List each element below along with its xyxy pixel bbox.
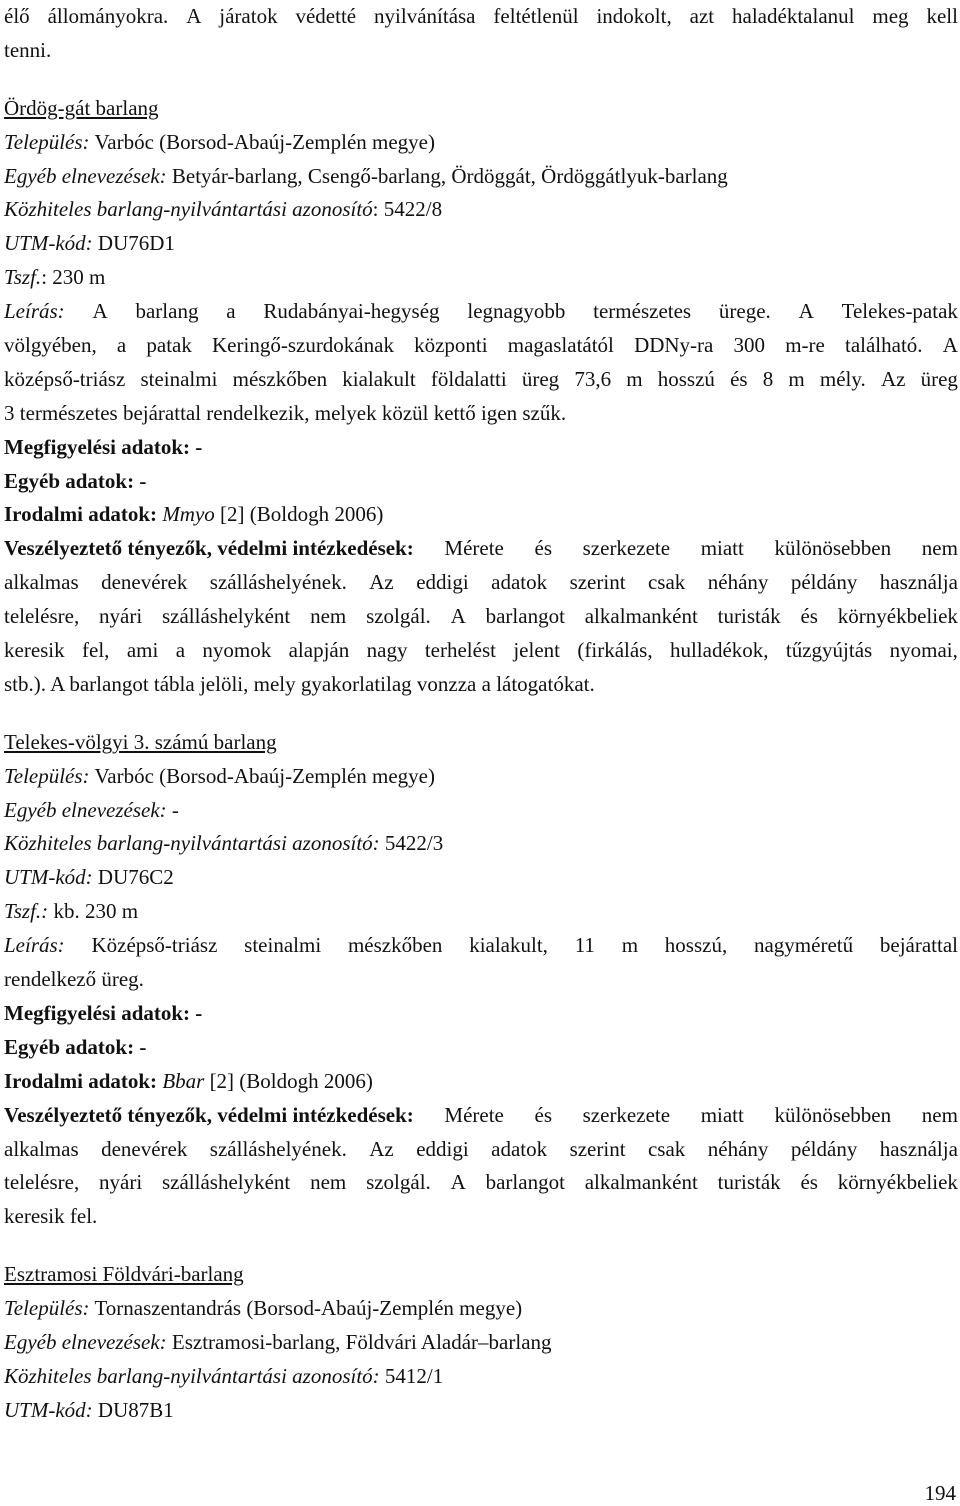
field-label: Tszf. <box>4 265 42 290</box>
paragraph-text: rendelkező üreg. <box>4 967 144 992</box>
field-value: Varbóc (Borsod-Abaúj-Zemplén megye) <box>94 129 435 154</box>
veszely-row <box>4 1099 958 1133</box>
document-page <box>4 0 958 1428</box>
paragraph-line <box>4 363 958 397</box>
word: hulladékok, <box>669 638 769 663</box>
field-value: 5412/1 <box>384 1363 444 1388</box>
word: nem <box>310 604 347 629</box>
word: nagyméretű <box>753 933 854 958</box>
word: nagy <box>366 638 408 663</box>
word: környékbeliek <box>837 604 958 629</box>
intro-line <box>4 34 958 68</box>
paragraph-line <box>4 397 958 431</box>
azonosito-row <box>4 193 958 227</box>
field-label: Egyéb elnevezések: <box>4 163 167 188</box>
word: ürege. <box>718 299 771 324</box>
word: fel, <box>82 638 110 663</box>
word: steinalmi <box>244 933 322 958</box>
egyeb-elnevezesek-row <box>4 1326 958 1360</box>
word: telelésre, <box>4 604 80 629</box>
word: állományokra. <box>47 4 169 28</box>
field-label: Irodalmi adatok: <box>4 1068 158 1093</box>
word: indokolt, <box>596 4 672 28</box>
field-label: Egyéb elnevezések: - <box>4 797 179 822</box>
paragraph-line <box>4 668 958 702</box>
word: néhány <box>707 1136 769 1161</box>
paragraph-line <box>4 600 958 634</box>
word: mészkőben <box>347 933 443 958</box>
word: hosszú <box>657 366 715 391</box>
paragraph-line <box>4 1133 958 1167</box>
word: szerint <box>569 570 626 595</box>
megfigyelesi-row <box>4 997 958 1031</box>
paragraph-line <box>4 963 958 997</box>
tszf-row <box>4 261 958 295</box>
word: DDNy-ra <box>634 333 714 358</box>
word: Keringő-szurdokának <box>212 333 394 358</box>
word: m <box>621 933 639 958</box>
word: 8 <box>762 366 774 391</box>
word: nem <box>310 1170 347 1195</box>
word: a <box>175 638 186 663</box>
paragraph-text: stb.). A barlangot tábla jelöli, mely gyakorlatilag vonzza a látogatókat. <box>4 671 595 696</box>
word: bejárattal <box>879 933 958 958</box>
word: barlangot <box>485 604 565 629</box>
word: telelésre, <box>4 1170 80 1195</box>
word: kialakult <box>342 366 416 391</box>
field-value: Varbóc (Borsod-Abaúj-Zemplén megye) <box>94 763 435 788</box>
word: a <box>116 333 127 358</box>
tszf-row <box>4 895 958 929</box>
word: A <box>450 1170 466 1195</box>
word: alkalmanként <box>584 604 698 629</box>
word: nyomai, <box>889 638 958 663</box>
word: hosszú, <box>664 933 728 958</box>
word: példány <box>790 570 858 595</box>
word: példány <box>790 1136 858 1161</box>
word: alkalmas <box>4 1136 79 1161</box>
word: található. <box>845 333 923 358</box>
word: Az <box>369 1136 394 1161</box>
paragraph-line <box>4 329 958 363</box>
irodalmi-row <box>4 1065 958 1099</box>
field-label: Irodalmi adatok: <box>4 502 158 527</box>
word: szerint <box>569 1136 626 1161</box>
telepules-row <box>4 1292 958 1326</box>
megfigyelesi-row <box>4 431 958 465</box>
word: azt <box>689 4 715 28</box>
utm-row <box>4 227 958 261</box>
word: járatok <box>219 4 278 28</box>
word: A <box>942 333 958 358</box>
page-number: 194 <box>924 1481 956 1505</box>
word: nem <box>921 536 958 561</box>
word: barlangot <box>485 1170 565 1195</box>
utm-row <box>4 861 958 895</box>
word: 11 <box>574 933 595 958</box>
leiras-row <box>4 929 958 963</box>
word: tűzgyújtás <box>785 638 873 663</box>
word: földalatti <box>430 366 507 391</box>
word: barlang <box>135 299 199 324</box>
azonosito-row <box>4 1360 958 1394</box>
cave-title: Esztramosi Földvári-barlang <box>4 1262 244 1287</box>
word: csak <box>647 1136 686 1161</box>
paragraph-text: 3 természetes bejárattal rendelkezik, melyek közül kettő igen szűk. <box>4 400 567 425</box>
veszely-row <box>4 532 958 566</box>
word: középső-triász <box>4 366 126 391</box>
reference-code: Mmyo <box>162 502 215 527</box>
word: védetté <box>295 4 357 28</box>
word: különösebben <box>774 536 892 561</box>
word: denevérek <box>101 570 188 595</box>
field-label: Település: <box>4 1296 90 1321</box>
paragraph-line <box>4 1200 958 1234</box>
word: magaslatától <box>507 333 614 358</box>
word: m-re <box>785 333 825 358</box>
paragraph-line <box>4 1166 958 1200</box>
word: Mérete <box>444 536 504 561</box>
word: használja <box>879 1136 958 1161</box>
word: kialakult, <box>469 933 548 958</box>
word: A <box>450 604 466 629</box>
field-label: Egyéb elnevezések: <box>4 1329 167 1354</box>
word: természetes <box>593 299 692 324</box>
word: szálláshelyként <box>161 1170 291 1195</box>
word: néhány <box>707 570 769 595</box>
field-label: Közhiteles barlang-nyilvántartási azonosító <box>4 197 373 222</box>
field-label: Veszélyeztető tényezők, védelmi intézkedések: <box>4 1102 414 1127</box>
word: ami <box>126 638 159 663</box>
word: szolgál. <box>366 604 431 629</box>
word: Az <box>369 570 394 595</box>
word: A <box>798 299 814 324</box>
word: szolgál. <box>366 1170 431 1195</box>
field-label: Település: <box>4 763 90 788</box>
word: és <box>730 366 748 391</box>
word: különösebben <box>774 1102 892 1127</box>
word: élő <box>4 4 30 28</box>
word: alkalmanként <box>584 1170 698 1195</box>
word: mészkőben <box>232 366 328 391</box>
word: szálláshelyének. <box>209 1136 347 1161</box>
word: Középső-triász <box>91 933 218 958</box>
field-label: Leírás: <box>4 933 65 958</box>
word: miatt <box>700 536 744 561</box>
word: jelent <box>513 638 560 663</box>
word: és <box>800 1170 818 1195</box>
cave-title: Telekes-völgyi 3. számú barlang <box>4 729 277 754</box>
word: szálláshelyének. <box>209 570 347 595</box>
word: legnagyobb <box>467 299 566 324</box>
word: m <box>626 366 643 391</box>
word: alkalmas <box>4 570 79 595</box>
field-value: kb. 230 m <box>53 899 139 924</box>
word: nyári <box>99 604 143 629</box>
egyeb-elnevezesek-row <box>4 160 958 194</box>
word: szerkezete <box>582 1102 671 1127</box>
word: használja <box>879 570 958 595</box>
paragraph-line <box>4 634 958 668</box>
word: Az <box>880 366 906 391</box>
intro-text: tenni. <box>4 37 52 62</box>
word: csak <box>647 570 686 595</box>
word: mély. <box>819 366 866 391</box>
word: A <box>92 299 108 324</box>
word: meg <box>872 4 909 28</box>
cave-entry <box>4 726 958 1234</box>
reference-text: [2] (Boldogh 2006) <box>209 1068 373 1093</box>
field-label: UTM-kód: <box>4 231 93 256</box>
field-label: Közhiteles barlang-nyilvántartási azonosító: <box>4 1363 380 1388</box>
field-value: : 230 m <box>41 265 106 290</box>
field-value: DU87B1 <box>97 1397 174 1422</box>
egyeb-adatok-row <box>4 1031 958 1065</box>
field-value: Esztramosi-barlang, Földvári Aladár–barlang <box>171 1329 552 1354</box>
cave-entry <box>4 92 958 702</box>
word: környékbeliek <box>837 1170 958 1195</box>
word: szálláshelyként <box>161 604 291 629</box>
azonosito-row <box>4 827 958 861</box>
word: keresik <box>4 638 65 663</box>
word: turisták <box>717 604 781 629</box>
word: 300 <box>733 333 766 358</box>
paragraph-line <box>4 566 958 600</box>
word: a <box>226 299 236 324</box>
word: A <box>186 4 202 28</box>
word: nyilvánítása <box>374 4 476 28</box>
field-value: : 5422/8 <box>372 197 443 222</box>
reference-text: [2] (Boldogh 2006) <box>220 502 384 527</box>
word: miatt <box>700 1102 744 1127</box>
word: haladéktalanul <box>732 4 855 28</box>
field-value: Tornaszentandrás (Borsod-Abaúj-Zemplén megye) <box>94 1296 523 1321</box>
field-label: Veszélyeztető tényezők, védelmi intézkedések: <box>4 536 414 561</box>
word: alapján <box>288 638 350 663</box>
intro-line <box>4 0 958 34</box>
field-value: DU76C2 <box>97 865 174 890</box>
word: eddigi <box>416 570 469 595</box>
word: szerkezete <box>582 536 671 561</box>
word: Mérete <box>444 1102 504 1127</box>
word: üreg <box>920 366 958 391</box>
word: turisták <box>717 1170 781 1195</box>
word: adatok <box>491 1136 548 1161</box>
word: feltétlenül <box>493 4 579 28</box>
field-value: 5422/3 <box>384 831 444 856</box>
reference-code: Bbar <box>162 1068 205 1093</box>
word: és <box>534 1102 552 1127</box>
word: nyomok <box>202 638 272 663</box>
field-label: Egyéb adatok: - <box>4 468 147 493</box>
word: központi <box>414 333 488 358</box>
word: üreg <box>521 366 560 391</box>
cave-entry <box>4 1258 958 1427</box>
word: patak <box>146 333 192 358</box>
field-label: Megfigyelési adatok: - <box>4 1000 203 1025</box>
word: Rudabányai-hegység <box>263 299 440 324</box>
cave-title: Ördög-gát barlang <box>4 95 159 120</box>
word: m <box>788 366 805 391</box>
egyeb-elnevezesek-row <box>4 794 958 828</box>
field-label: Tszf.: <box>4 899 49 924</box>
field-label: Megfigyelési adatok: - <box>4 434 203 459</box>
word: nem <box>921 1102 958 1127</box>
field-label: UTM-kód: <box>4 1397 93 1422</box>
field-value: DU76D1 <box>97 231 175 256</box>
leiras-row <box>4 295 958 329</box>
word: terhelést <box>424 638 496 663</box>
paragraph-text: keresik fel. <box>4 1204 98 1229</box>
utm-row <box>4 1394 958 1428</box>
field-value: Betyár-barlang, Csengő-barlang, Ördöggát, Ördöggátlyuk-barlang <box>171 163 728 188</box>
field-label: Közhiteles barlang-nyilvántartási azonosító: <box>4 831 380 856</box>
field-label: Település: <box>4 129 90 154</box>
egyeb-adatok-row <box>4 465 958 499</box>
field-label: Egyéb adatok: - <box>4 1034 147 1059</box>
irodalmi-row <box>4 498 958 532</box>
field-label: Leírás: <box>4 299 65 324</box>
word: 73,6 <box>574 366 612 391</box>
word: völgyében, <box>4 333 97 358</box>
word: és <box>534 536 552 561</box>
telepules-row <box>4 760 958 794</box>
word: eddigi <box>416 1136 469 1161</box>
word: steinalmi <box>140 366 218 391</box>
word: adatok <box>491 570 548 595</box>
field-label: UTM-kód: <box>4 865 93 890</box>
word: nyári <box>99 1170 143 1195</box>
telepules-row <box>4 126 958 160</box>
word: denevérek <box>101 1136 188 1161</box>
word: és <box>800 604 818 629</box>
word: kell <box>926 4 958 28</box>
word: Telekes-patak <box>841 299 958 324</box>
word: (firkálás, <box>577 638 653 663</box>
